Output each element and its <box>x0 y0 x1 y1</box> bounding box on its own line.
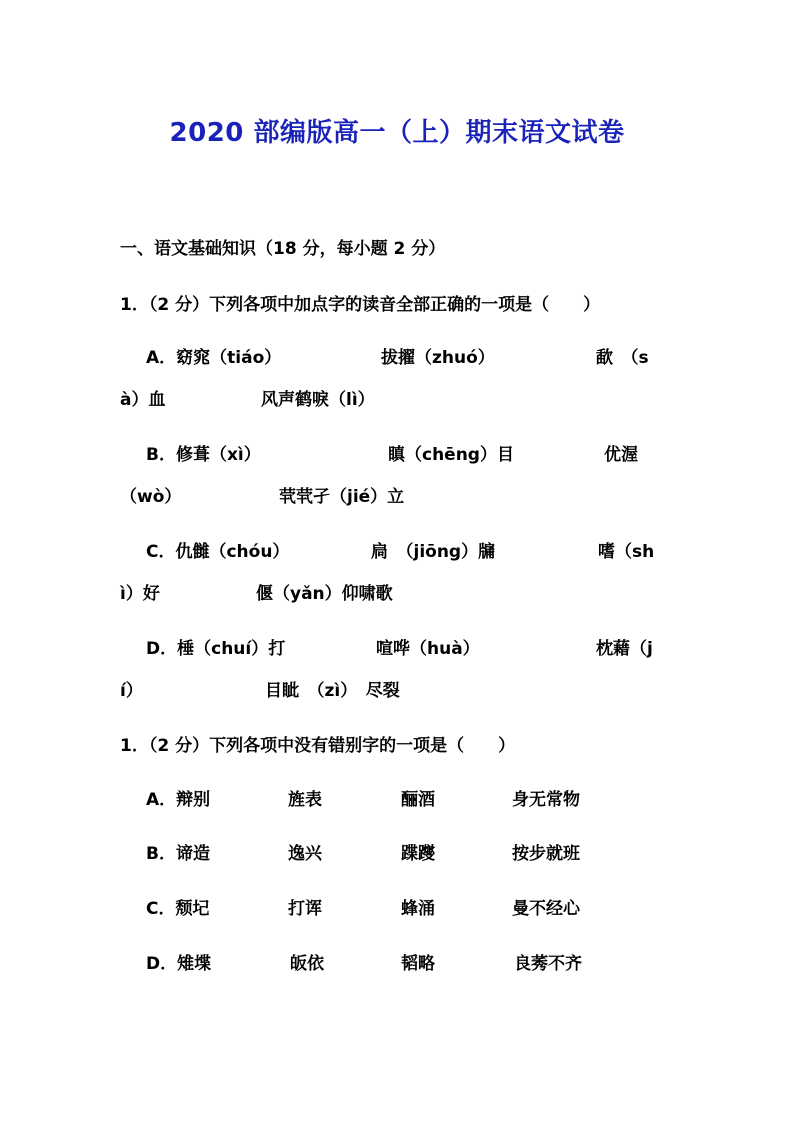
q2-option-a-2: 旌表 <box>288 790 322 810</box>
q2-option-d-2: 皈依 <box>290 954 324 974</box>
section-heading: 一、语文基础知识（18 分，每小题 2 分） <box>120 239 446 259</box>
q2-option-b-2: 逸兴 <box>288 844 322 864</box>
q1-option-c-item4: 偃（yǎn）仰啸歌 <box>256 584 393 604</box>
q1-option-c-item3-part2: ì）好 <box>120 584 160 604</box>
q2-option-b-3: 蹀躞 <box>401 844 435 864</box>
document-title: 2020 部编版高一（上）期末语文试卷 <box>169 118 625 148</box>
q2-option-c-4: 曼不经心 <box>512 899 580 919</box>
q1-option-b-item3-part1: 优渥 <box>604 445 638 465</box>
q1-option-b-item4: 茕茕孑（jié）立 <box>279 487 405 507</box>
question-2-stem: 1．（2 分）下列各项中没有错别字的一项是（ ） <box>120 736 516 756</box>
question-1-stem: 1．（2 分）下列各项中加点字的读音全部正确的一项是（ ） <box>120 295 601 315</box>
q2-option-d-4: 良莠不齐 <box>514 954 582 974</box>
q1-option-a-label: A．窈窕（tiáo） <box>146 348 282 368</box>
q2-option-a-3: 酾酒 <box>401 790 435 810</box>
q2-option-d-1: D．雉堞 <box>146 954 212 974</box>
q2-option-c-2: 打诨 <box>288 899 322 919</box>
q1-option-c-item2: 扃 （jiōng）牖 <box>371 542 496 562</box>
q2-option-b-1: B．谛造 <box>146 844 210 864</box>
q1-option-d-item3-part2: í） <box>120 681 143 701</box>
q1-option-c-item3-part1: 嗜（sh <box>598 542 655 562</box>
q2-option-a-1: A．辩别 <box>146 790 211 810</box>
q1-option-a-item4: 风声鹤唳（lì） <box>261 390 375 410</box>
q2-option-b-4: 按步就班 <box>512 844 580 864</box>
q2-option-d-3: 韬略 <box>401 954 435 974</box>
q1-option-d-item4: 目眦 （zì） 尽裂 <box>265 681 400 701</box>
q2-option-a-4: 身无常物 <box>512 790 580 810</box>
q1-option-a-item2: 拔擢（zhuó） <box>381 348 495 368</box>
q1-option-b-label: B．修葺（xì） <box>146 445 261 465</box>
q1-option-d-item2: 喧哗（huà） <box>376 639 480 659</box>
q1-option-a-item3-part1: 歃 （s <box>596 348 649 368</box>
q1-option-c-label: C．仇雠（chóu） <box>146 542 290 562</box>
q1-option-b-item2: 瞋（chēng）目 <box>388 445 514 465</box>
q1-option-a-item3-part2: à）血 <box>120 390 166 410</box>
q1-option-d-label: D．棰（chuí）打 <box>146 639 286 659</box>
q1-option-b-item3-part2: （wò） <box>120 487 182 507</box>
q2-option-c-3: 蜂涌 <box>401 899 435 919</box>
q2-option-c-1: C．颓圮 <box>146 899 210 919</box>
q1-option-d-item3-part1: 枕藉（j <box>596 639 653 659</box>
